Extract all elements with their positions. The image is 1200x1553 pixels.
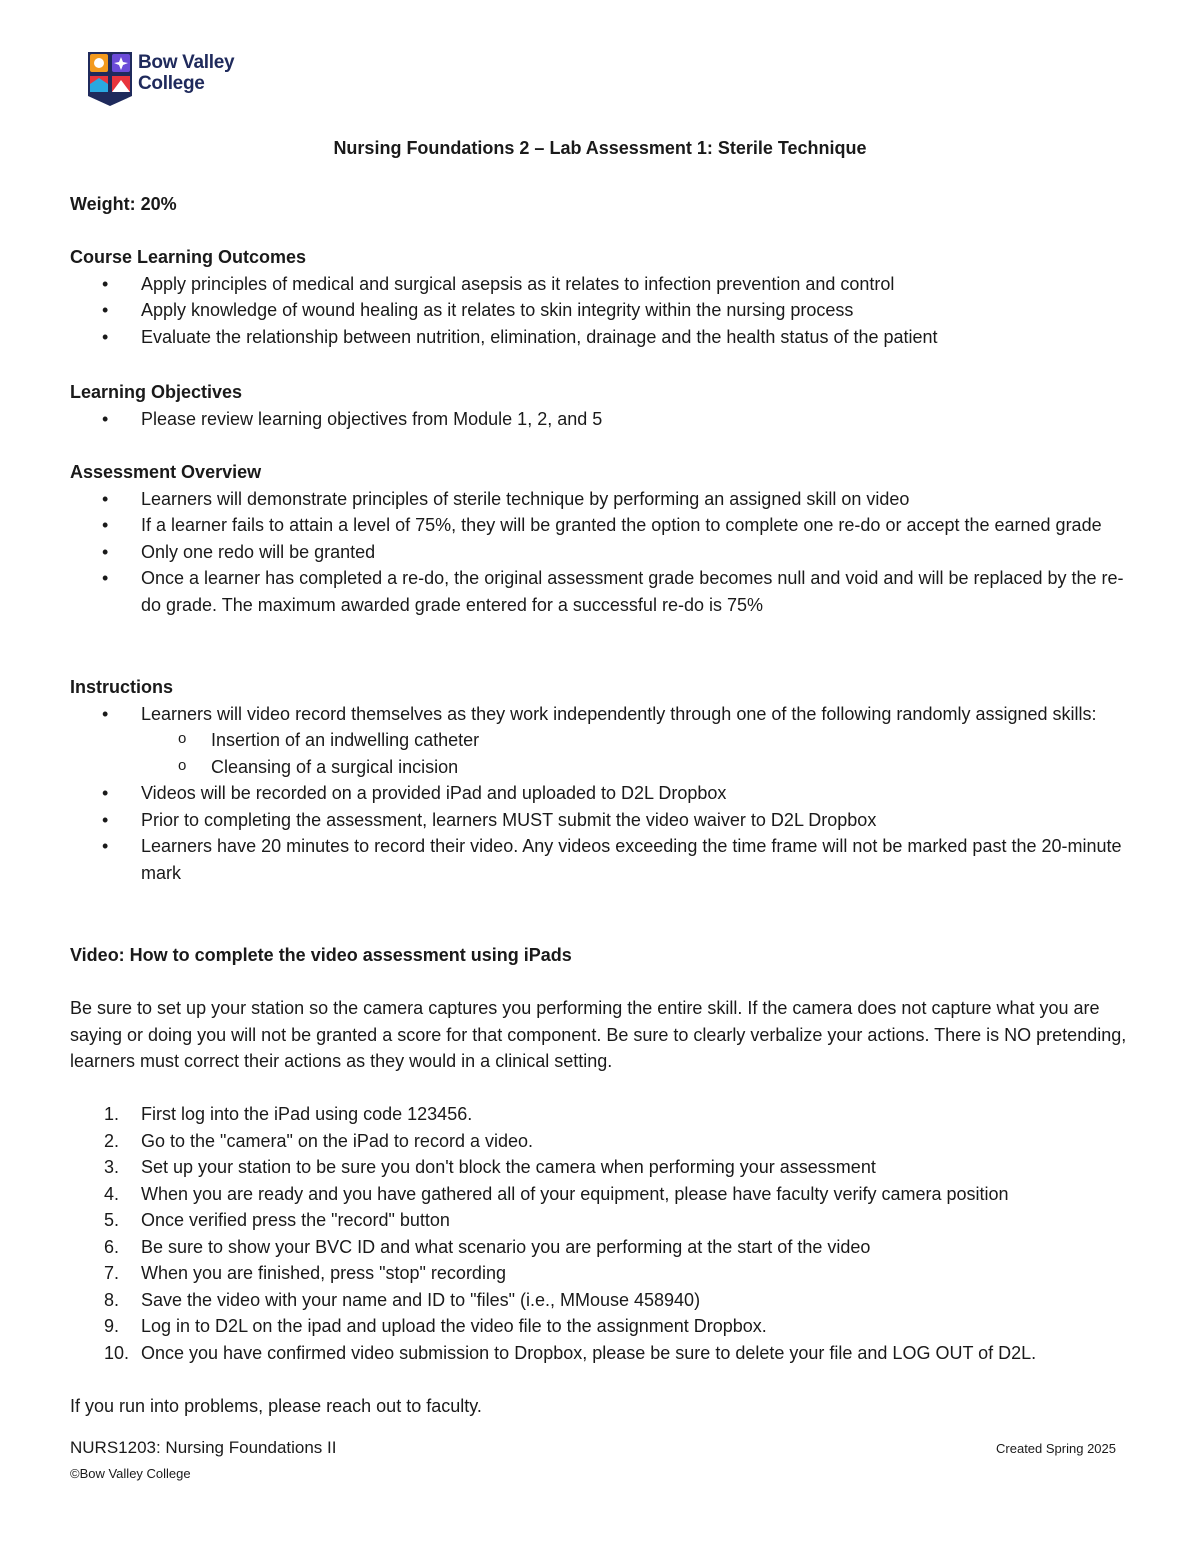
step-number: 8. bbox=[104, 1289, 120, 1310]
overview-heading: Assessment Overview bbox=[70, 462, 262, 482]
footer-created: Created Spring 2025 bbox=[996, 1441, 1116, 1456]
step-item bbox=[70, 1313, 1140, 1340]
overview-list bbox=[70, 486, 1140, 619]
document-title: Nursing Foundations 2 – Lab Assessment 1: Sterile Technique bbox=[333, 138, 867, 158]
footer-copyright: ©Bow Valley College bbox=[70, 1466, 191, 1481]
list-item: • Learners will demonstrate principles of sterile technique by performing an assigned skill on video bbox=[70, 486, 1140, 513]
step-item bbox=[70, 1207, 1140, 1234]
outcomes-list bbox=[70, 271, 1140, 351]
footer-course: NURS1203: Nursing Foundations II bbox=[70, 1438, 337, 1457]
list-item: • Only one redo will be granted bbox=[70, 539, 1140, 566]
logo-line-2: College bbox=[138, 73, 205, 94]
step-item bbox=[70, 1287, 1140, 1314]
video-paragraph: Be sure to set up your station so the camera captures you performing the entire skill. If the camera does not capture what you are saying or doing you will not be granted a score for that component. Be sure to clearly verbalize your actions. There is NO pretending, learners must correct their actions as they would in a clinical setting. bbox=[70, 998, 1127, 1071]
outcomes-section bbox=[70, 244, 1140, 350]
list-item: • Apply principles of medical and surgical asepsis as it relates to infection prevention and control bbox=[70, 271, 1140, 298]
step-text: Set up your station to be sure you don't block the camera when performing your assessment bbox=[141, 1157, 876, 1177]
college-crest-icon bbox=[86, 50, 134, 108]
step-text: Save the video with your name and ID to "files" (i.e., MMouse 458940) bbox=[141, 1289, 701, 1310]
list-item: • Learners will video record themselves as they work independently through one of the following randomly assigned skills: bbox=[70, 701, 1140, 728]
step-text: When you are finished, press "stop" recording bbox=[141, 1263, 506, 1283]
objectives-list bbox=[70, 406, 1140, 433]
step-number: 2. bbox=[104, 1130, 120, 1151]
step-item bbox=[70, 1260, 1140, 1287]
logo-line-1: Bow Valley bbox=[138, 52, 235, 73]
list-item: • Once a learner has completed a re-do, the original assessment grade becomes null and void and will be replaced by the re-do grade. The maximum awarded grade entered for a successful re-do is 75% bbox=[70, 565, 1140, 618]
step-item bbox=[70, 1234, 1140, 1261]
step-text: First log into the iPad using code 123456. bbox=[141, 1104, 473, 1124]
list-item: • Prior to completing the assessment, learners MUST submit the video waiver to D2L Dropbox bbox=[70, 807, 1140, 834]
list-item: • If a learner fails to attain a level of 75%, they will be granted the option to complete one re-do or accept the earned grade bbox=[70, 512, 1140, 539]
instructions-list bbox=[70, 701, 1140, 728]
list-item: • Evaluate the relationship between nutrition, elimination, drainage and the health status of the patient bbox=[70, 324, 1140, 351]
sublist-item: o Insertion of an indwelling catheter bbox=[70, 727, 1140, 754]
step-item bbox=[70, 1154, 1140, 1181]
college-logo bbox=[86, 50, 256, 108]
sublist-item: o Cleansing of a surgical incision bbox=[70, 754, 1140, 781]
outcomes-heading: Course Learning Outcomes bbox=[70, 247, 307, 267]
step-text: Log in to D2L on the ipad and upload the video file to the assignment Dropbox. bbox=[141, 1316, 767, 1336]
step-item bbox=[70, 1340, 1140, 1367]
step-text: Go to the "camera" on the iPad to record a video. bbox=[141, 1130, 534, 1151]
video-heading: Video: How to complete the video assessment using iPads bbox=[70, 945, 572, 965]
list-item: • Learners have 20 minutes to record their video. Any videos exceeding the time frame will not be marked past the 20-minute mark bbox=[70, 833, 1140, 886]
step-number: 1. bbox=[104, 1104, 120, 1124]
step-item bbox=[70, 1181, 1140, 1208]
instructions-list-continued bbox=[70, 780, 1140, 886]
list-item: • Apply knowledge of wound healing as it relates to skin integrity within the nursing process bbox=[70, 297, 1140, 324]
step-text: Once you have confirmed video submission to Dropbox, please be sure to delete your file and LOG OUT of D2L. bbox=[141, 1342, 1037, 1363]
instructions-heading: Instructions bbox=[70, 677, 174, 697]
step-item bbox=[70, 1101, 1140, 1128]
step-text: Be sure to show your BVC ID and what scenario you are performing at the start of the video bbox=[141, 1236, 871, 1257]
objectives-section bbox=[70, 379, 1140, 432]
skills-sublist bbox=[70, 727, 1140, 780]
video-section bbox=[70, 942, 1140, 1419]
step-number: 3. bbox=[104, 1157, 120, 1177]
step-number: 6. bbox=[104, 1236, 120, 1257]
weight-line: Weight: 20% bbox=[70, 194, 177, 214]
video-steps-list bbox=[70, 1101, 1140, 1366]
list-item: • Videos will be recorded on a provided iPad and uploaded to D2L Dropbox bbox=[70, 780, 1140, 807]
college-name bbox=[138, 52, 234, 94]
step-number: 9. bbox=[104, 1316, 120, 1336]
closing-note: If you run into problems, please reach out to faculty. bbox=[70, 1395, 482, 1416]
step-number: 5. bbox=[104, 1210, 120, 1230]
instructions-section bbox=[70, 674, 1140, 886]
step-text: When you are ready and you have gathered all of your equipment, please have faculty verify camera position bbox=[141, 1183, 1009, 1204]
step-number: 4. bbox=[104, 1183, 120, 1204]
overview-section bbox=[70, 459, 1140, 618]
list-item: • Please review learning objectives from Module 1, 2, and 5 bbox=[70, 406, 1140, 433]
step-number: 7. bbox=[104, 1263, 120, 1283]
objectives-heading: Learning Objectives bbox=[70, 382, 243, 402]
step-text: Once verified press the "record" button bbox=[141, 1210, 450, 1230]
step-number: 10. bbox=[104, 1342, 130, 1363]
step-item bbox=[70, 1128, 1140, 1155]
